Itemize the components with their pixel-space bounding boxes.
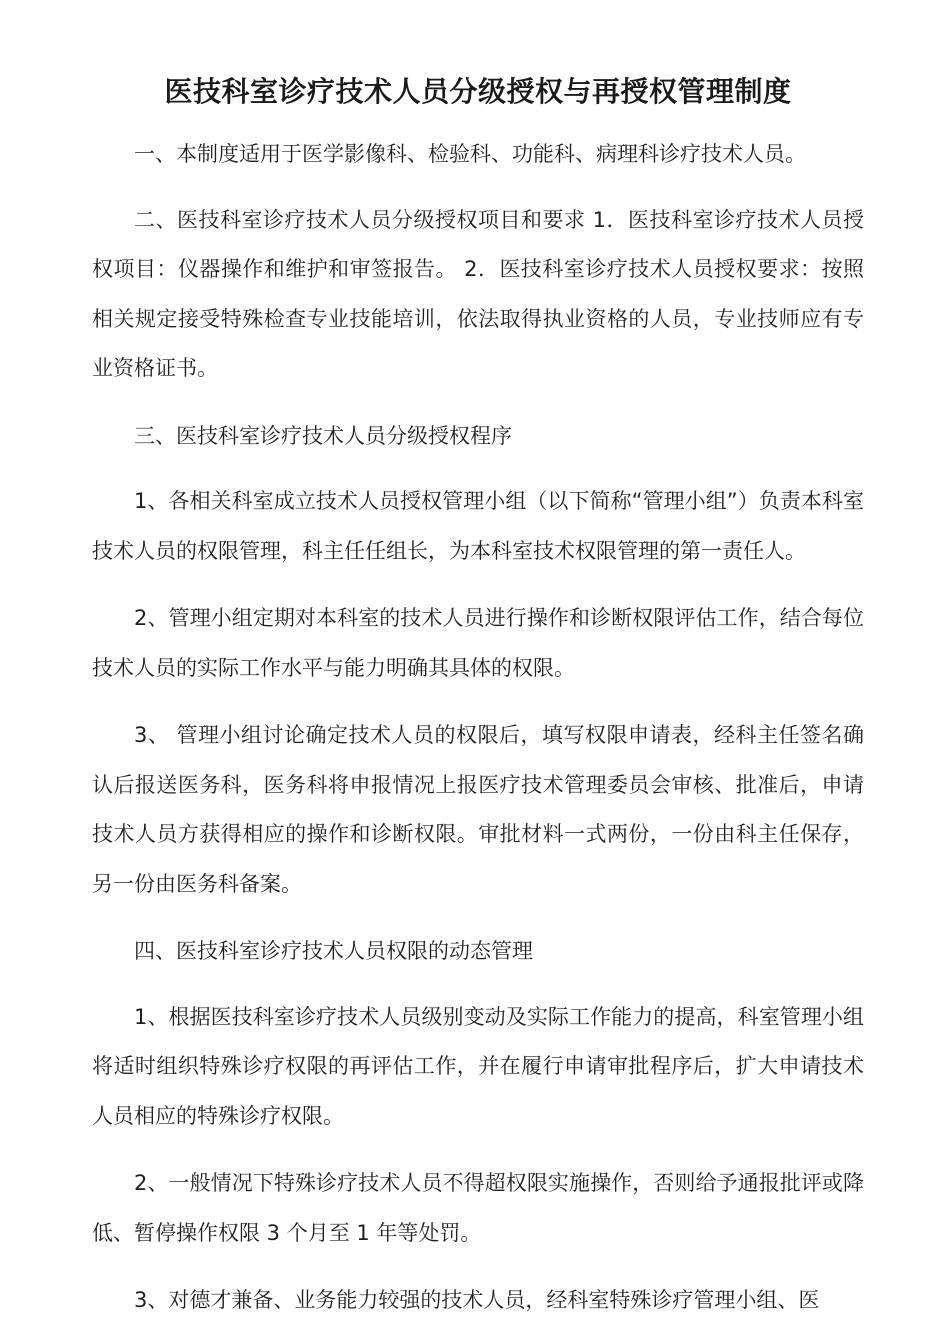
paragraph-dynamic-heading: 四、医技科室诊疗技术人员权限的动态管理: [134, 939, 533, 963]
paragraph-authorization-items: 二、医技科室诊疗技术人员分级授权项目和要求 1．医技科室诊疗技术人员授权项目：仪器操作和维护和审签报告。 2．医技科室诊疗技术人员授权要求：按照相关规定接受特殊检查专业技能培训，依法取得执业资格的人员，专业技师应有专业资格证书。: [92, 207, 864, 380]
paragraph-procedure-3: 3、 管理小组讨论确定技术人员的权限后，填写权限申请表，经科主任签名确认后报送医务科，医务科将申报情况上报医疗技术管理委员会审核、批准后，申请技术人员方获得相应的操作和诊断权限。审批材料一式两份，一份由科主任保存，另一份由医务科备案。: [92, 723, 864, 896]
document-title: 医技科室诊疗技术人员分级授权与再授权管理制度: [164, 75, 792, 108]
paragraph-procedure-2: 2、管理小组定期对本科室的技术人员进行操作和诊断权限评估工作，结合每位技术人员的实际工作水平与能力明确其具体的权限。: [92, 606, 864, 680]
paragraph-procedure-heading: 三、医技科室诊疗技术人员分级授权程序: [134, 423, 512, 448]
paragraph-dynamic-2: 2、一般情况下特殊诊疗技术人员不得超权限实施操作，否则给予通报批评或降低、暂停操作权限 3 个月至 1 年等处罚。: [92, 1171, 864, 1245]
paragraph-dynamic-1: 1、根据医技科室诊疗技术人员级别变动及实际工作能力的提高，科室管理小组将适时组织特殊诊疗权限的再评估工作，并在履行申请审批程序后，扩大申请技术人员相应的特殊诊疗权限。: [92, 1004, 864, 1128]
paragraph-dynamic-3: 3、对德才兼备、业务能力较强的技术人员，经科室特殊诊疗管理小组、医: [134, 1288, 820, 1312]
paragraph-procedure-1: 1、各相关科室成立技术人员授权管理小组（以下简称“管理小组”）负责本科室技术人员的权限管理，科主任任组长，为本科室技术权限管理的第一责任人。: [92, 489, 864, 563]
paragraph-scope: 一、本制度适用于医学影像科、检验科、功能科、病理科诊疗技术人员。: [134, 142, 806, 166]
